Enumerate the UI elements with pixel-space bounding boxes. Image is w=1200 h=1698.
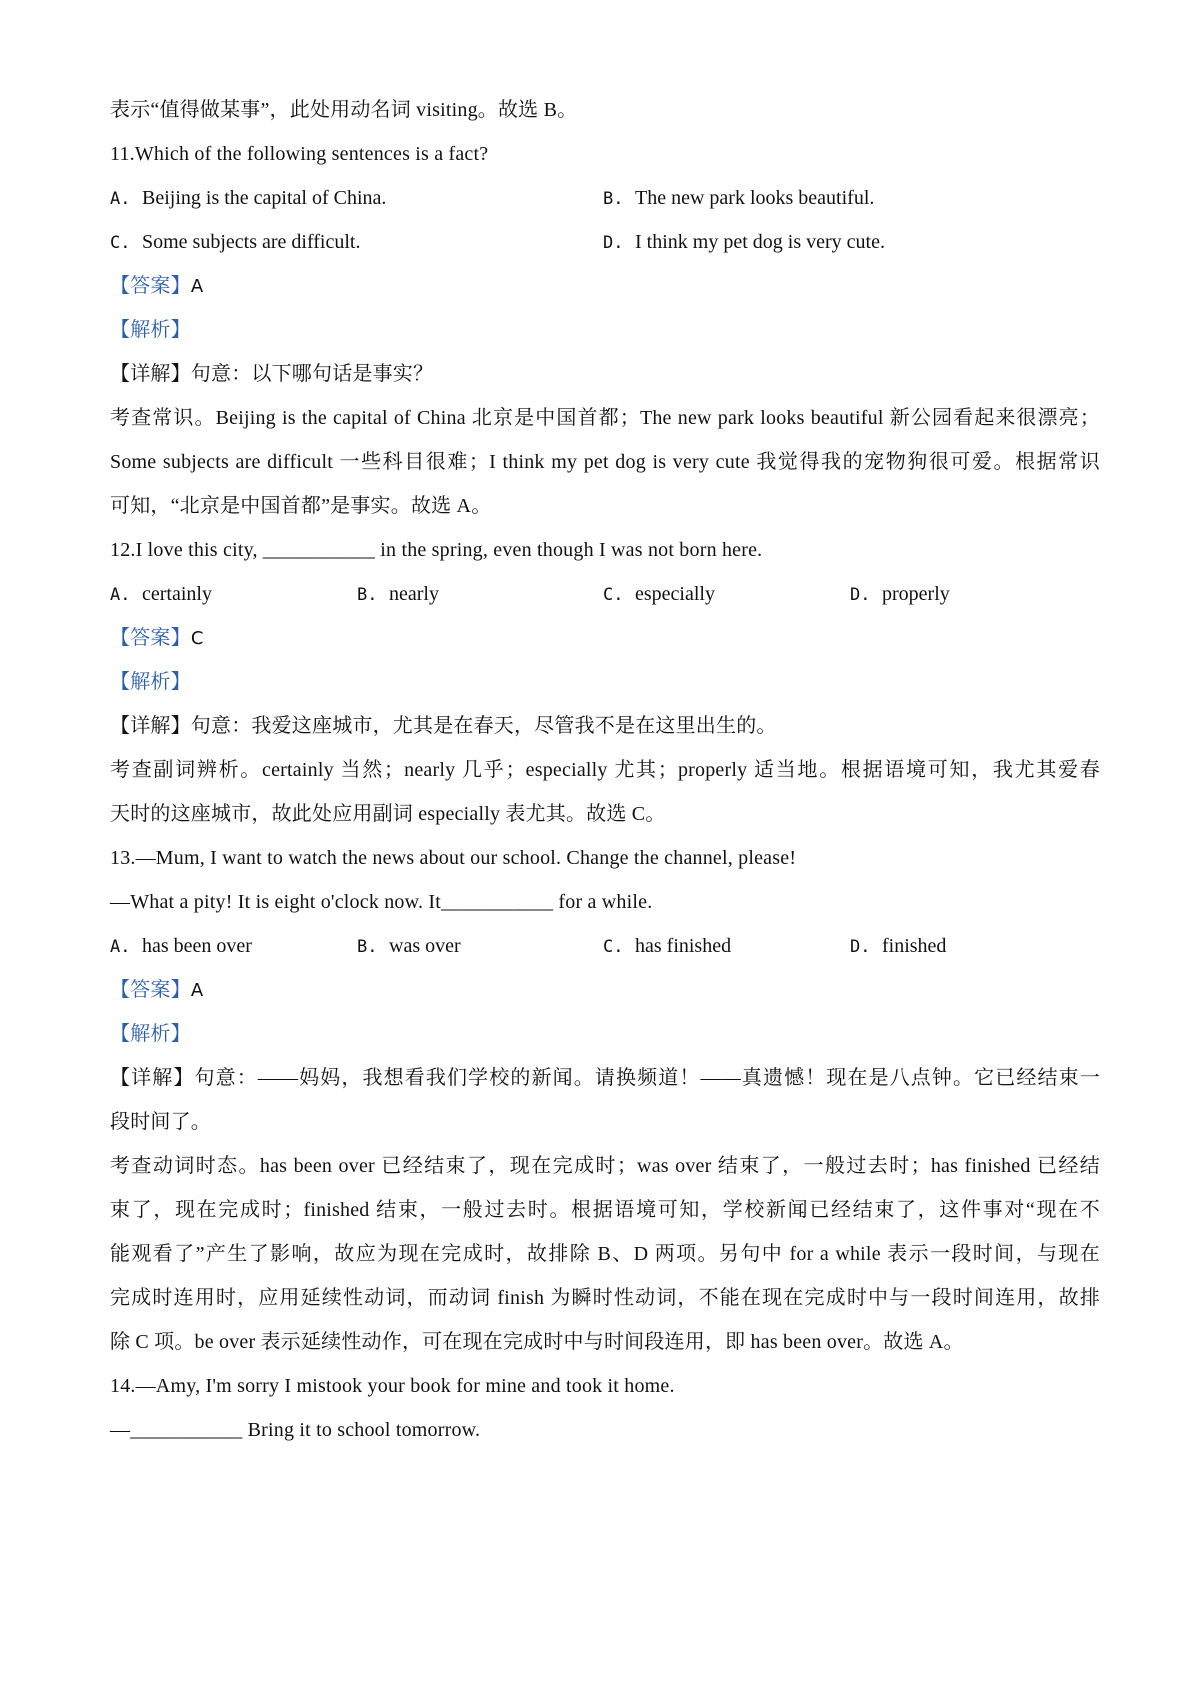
option-text: The new park looks beautiful. bbox=[635, 187, 875, 209]
option-letter: D. bbox=[603, 233, 624, 253]
q11-explanation-line: 可知，“北京是中国首都”是事实。故选 A。 bbox=[110, 495, 492, 517]
option-text: has been over bbox=[142, 935, 252, 957]
q13-explanation-title: 【详解】句意：——妈妈，我想看我们学校的新闻。请换频道！——真遗憾！现在是八点钟。它已经结束一 bbox=[110, 1067, 1100, 1089]
q12-explanation-line: 天时的这座城市，故此处应用副词 especially 表尤其。故选 C。 bbox=[110, 803, 666, 825]
q11-explanation-title: 【详解】句意：以下哪句话是事实？ bbox=[110, 363, 434, 385]
q11-explanation-line: Some subjects are difficult 一些科目很难；I think my pet dog is very cute 我觉得我的宠物狗很可爱。根据常识 bbox=[110, 451, 1100, 473]
q12-explanation-title: 【详解】句意：我爱这座城市，尤其是在春天，尽管我不是在这里出生的。 bbox=[110, 715, 777, 737]
answer-label: 【答案】 bbox=[110, 627, 191, 649]
option-letter: A. bbox=[110, 937, 131, 957]
q12-option-a bbox=[110, 580, 212, 609]
answer-value: A bbox=[190, 980, 204, 1001]
q11-explanation-line: 考查常识。Beijing is the capital of China 北京是中国首都；The new park looks beautiful 新公园看起来很漂亮； bbox=[110, 407, 1100, 429]
q13-explanation-line: 束了，现在完成时；finished 结束，一般过去时。根据语境可知，学校新闻已经结束了，这件事对“现在不 bbox=[110, 1199, 1100, 1221]
answer-value: C bbox=[190, 628, 204, 649]
answer-value: A bbox=[190, 276, 204, 297]
q13-option-a bbox=[110, 932, 252, 961]
option-letter: B. bbox=[603, 189, 624, 209]
option-letter: C. bbox=[603, 937, 624, 957]
q13-option-c bbox=[603, 932, 731, 961]
q13-answer bbox=[110, 976, 203, 1005]
q13-option-d bbox=[850, 932, 946, 961]
option-letter: D. bbox=[850, 585, 871, 605]
option-letter: A. bbox=[110, 189, 131, 209]
q12-option-b bbox=[357, 580, 439, 609]
q12-option-c bbox=[603, 580, 715, 609]
q12-answer bbox=[110, 624, 204, 653]
option-letter: C. bbox=[110, 233, 131, 253]
q11-option-a bbox=[110, 184, 386, 213]
option-letter: C. bbox=[603, 585, 624, 605]
option-text: Some subjects are difficult. bbox=[142, 231, 361, 253]
question-13-stem-reply: —What a pity! It is eight o'clock now. It___________ for a while. bbox=[110, 891, 653, 913]
option-text: was over bbox=[389, 935, 461, 957]
q12-analysis-label: 【解析】 bbox=[110, 671, 191, 693]
q13-explanation-line: 能观看了”产生了影响，故应为现在完成时，故排除 B、D 两项。另句中 for a while 表示一段时间，与现在 bbox=[110, 1243, 1100, 1265]
option-text: I think my pet dog is very cute. bbox=[635, 231, 885, 253]
option-text: nearly bbox=[389, 583, 439, 605]
question-12-stem: 12.I love this city, ___________ in the spring, even though I was not born here. bbox=[110, 539, 763, 561]
option-text: properly bbox=[882, 583, 950, 605]
q13-explanation-line: 完成时连用时，应用延续性动词，而动词 finish 为瞬时性动词，不能在现在完成时中与一段时间连用，故排 bbox=[110, 1287, 1100, 1309]
q12-explanation-line: 考查副词辨析。certainly 当然；nearly 几乎；especially 尤其；properly 适当地。根据语境可知，我尤其爱春 bbox=[110, 759, 1100, 781]
q13-explanation-title-cont: 段时间了。 bbox=[110, 1111, 211, 1133]
answer-label: 【答案】 bbox=[110, 979, 191, 1001]
option-text: certainly bbox=[142, 583, 212, 605]
question-11-stem: 11.Which of the following sentences is a fact? bbox=[110, 143, 489, 165]
q13-analysis-label: 【解析】 bbox=[110, 1023, 191, 1045]
q11-option-d bbox=[603, 228, 885, 257]
option-letter: D. bbox=[850, 937, 871, 957]
option-text: Beijing is the capital of China. bbox=[142, 187, 387, 209]
q11-option-b bbox=[603, 184, 874, 213]
q11-analysis-label: 【解析】 bbox=[110, 319, 191, 341]
option-letter: B. bbox=[357, 937, 378, 957]
q13-explanation-line: 考查动词时态。has been over 已经结束了，现在完成时；was over 结束了，一般过去时；has finished 已经结 bbox=[110, 1155, 1100, 1177]
q12-option-d bbox=[850, 580, 950, 609]
q11-answer bbox=[110, 272, 203, 301]
option-letter: B. bbox=[357, 585, 378, 605]
question-14-stem: 14.—Amy, I'm sorry I mistook your book for mine and took it home. bbox=[110, 1375, 675, 1397]
answer-label: 【答案】 bbox=[110, 275, 191, 297]
option-text: especially bbox=[635, 583, 715, 605]
paragraph-line: 表示“值得做某事”，此处用动名词 visiting。故选 B。 bbox=[110, 99, 578, 121]
q11-option-c bbox=[110, 228, 360, 257]
option-text: has finished bbox=[635, 935, 732, 957]
q13-explanation-line: 除 C 项。be over 表示延续性动作，可在现在完成时中与时间段连用，即 has been over。故选 A。 bbox=[110, 1331, 964, 1353]
option-text: finished bbox=[882, 935, 947, 957]
option-letter: A. bbox=[110, 585, 131, 605]
question-13-stem: 13.—Mum, I want to watch the news about our school. Change the channel, please! bbox=[110, 847, 797, 869]
q13-option-b bbox=[357, 932, 461, 961]
question-14-stem-reply: —___________ Bring it to school tomorrow. bbox=[110, 1419, 481, 1441]
